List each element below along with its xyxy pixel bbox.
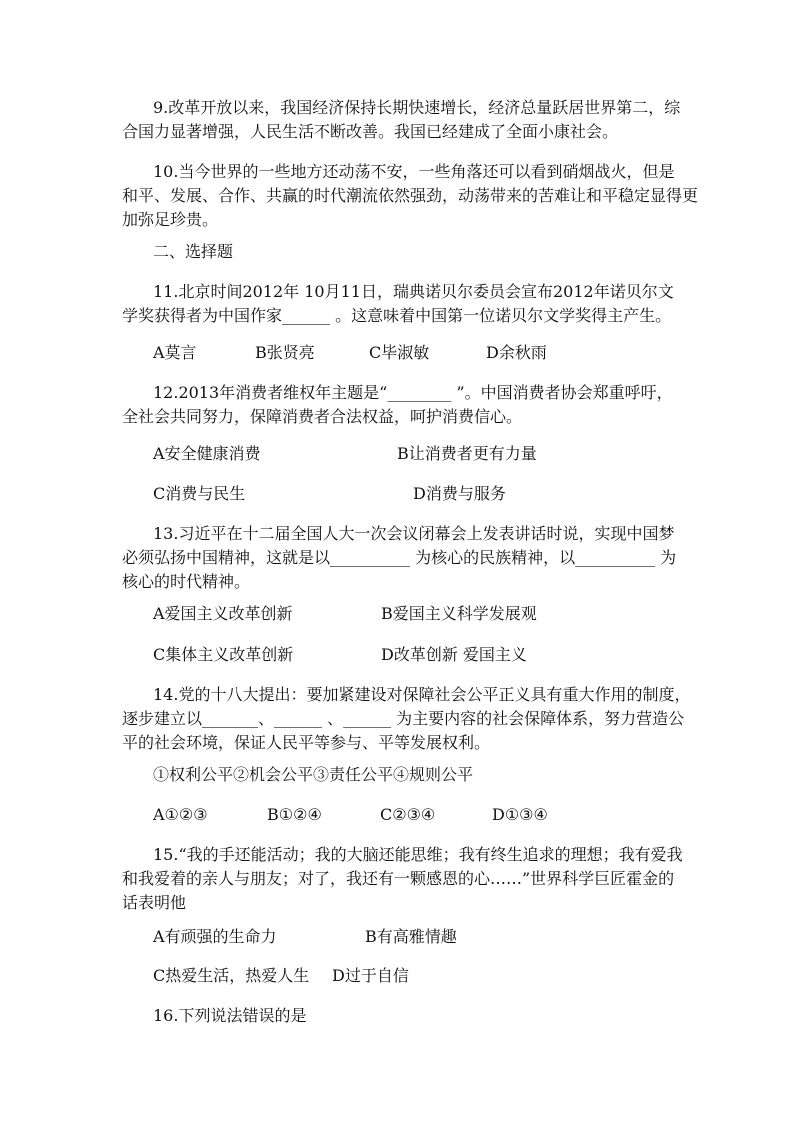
- q11-option-b: B张贤亮: [255, 343, 315, 362]
- q15-line-3: 话表明他: [122, 893, 187, 912]
- q14-option-a: A①②③: [153, 805, 208, 824]
- q9-line-1: 9.改革开放以来，我国经济保持长期快速增长，经济总量跃居世界第二，综: [153, 98, 681, 117]
- q15-option-d: D过于自信: [332, 966, 409, 985]
- q11-option-a: A莫言: [153, 343, 197, 362]
- q12-option-a: A安全健康消费: [153, 444, 261, 463]
- q10-line-1: 10.当今世界的一些地方还动荡不安，一些角落还可以看到硝烟战火，但是: [153, 162, 675, 181]
- q16-line-1: 16.下列说法错误的是: [153, 1006, 307, 1025]
- q11-line-2: 学奖获得者为中国作家______ 。这意味着中国第一位诺贝尔文学奖得主产生。: [122, 306, 672, 325]
- q14-option-d: D①③④: [492, 805, 548, 824]
- q14-line-2: 逐步建立以_______、______ 、______ 为主要内容的社会保障体系，努力营造公: [122, 709, 685, 728]
- q11-option-c: C毕淑敏: [369, 343, 430, 362]
- q14-line-3: 平的社会环境，保证人民平等参与、平等发展权利。: [122, 733, 491, 752]
- q15-line-1: 15.“我的手还能活动；我的大脑还能思维；我有终生追求的理想；我有爱我: [153, 845, 683, 864]
- q14-option-c: C②③④: [380, 805, 436, 824]
- q10-line-2: 和平、发展、合作、共赢的时代潮流依然强劲，动荡带来的苦难让和平稳定显得更: [122, 186, 699, 205]
- q11-option-d: D余秋雨: [486, 343, 547, 362]
- q15-line-2: 和我爱着的亲人与朋友；对了，我还有一颗感恩的心……”世界科学巨匠霍金的: [122, 869, 675, 888]
- q13-line-2: 必须弘扬中国精神，这就是以__________ 为核心的民族精神，以__________ 为: [122, 548, 677, 567]
- q13-line-1: 13.习近平在十二届全国人大一次会议闭幕会上发表讲话时说，实现中国梦: [153, 524, 675, 543]
- q13-option-b: B爱国主义科学发展观: [381, 604, 537, 623]
- q14-option-b: B①②④: [267, 805, 322, 824]
- q10-line-3: 加弥足珍贵。: [122, 210, 219, 229]
- q12-line-1: 12.2013年消费者维权年主题是“________ ”。中国消费者协会郑重呼吁，: [153, 383, 673, 402]
- q15-option-b: B有高雅情趣: [365, 927, 457, 946]
- q11-line-1: 11.北京时间2012年 10月11日，瑞典诺贝尔委员会宣布2012年诺贝尔文: [153, 282, 674, 301]
- q13-option-a: A爱国主义改革创新: [153, 604, 293, 623]
- q13-line-3: 核心的时代精神。: [122, 572, 251, 591]
- q15-option-a: A有顽强的生命力: [153, 927, 277, 946]
- q13-option-d: D改革创新 爱国主义: [381, 645, 527, 664]
- q14-line-1: 14.党的十八大提出：要加紧建设对保障社会公平正义具有重大作用的制度，: [153, 685, 691, 704]
- q12-option-b: B让消费者更有力量: [397, 444, 537, 463]
- section-title: 二、选择题: [153, 242, 234, 261]
- q9-line-2: 合国力显著增强，人民生活不断改善。我国已经建成了全面小康社会。: [122, 122, 619, 141]
- q12-line-2: 全社会共同努力，保障消费者合法权益，呵护消费信心。: [122, 407, 523, 426]
- q15-option-c: C热爱生活，热爱人生: [153, 966, 310, 985]
- q12-option-c: C消费与民生: [153, 484, 246, 503]
- q13-option-c: C集体主义改革创新: [153, 645, 294, 664]
- q14-items: ①权利公平②机会公平③责任公平④规则公平: [153, 765, 474, 784]
- q12-option-d: D消费与服务: [413, 484, 506, 503]
